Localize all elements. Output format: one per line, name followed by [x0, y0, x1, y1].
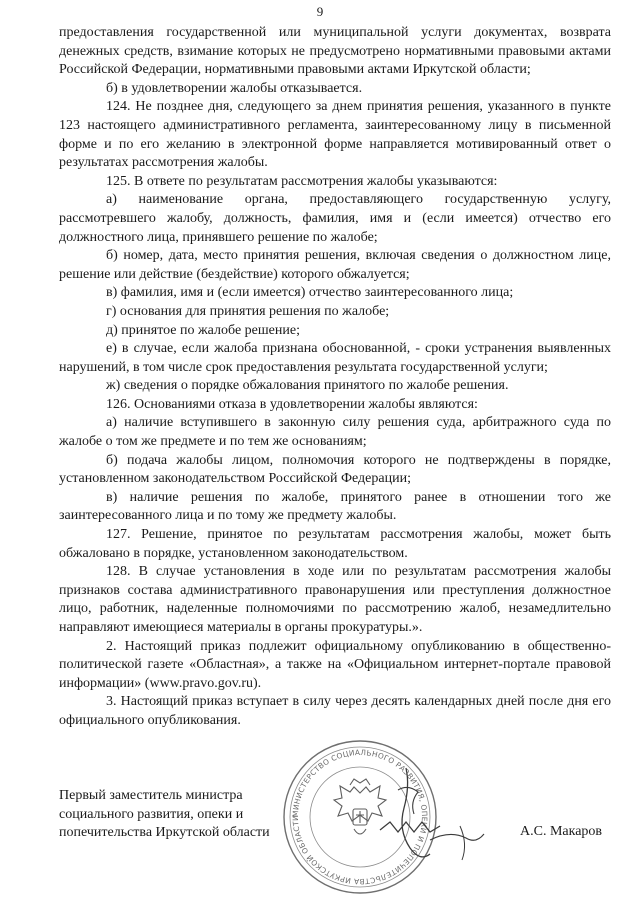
paragraph: б) номер, дата, место принятия решения, включая сведения о должностном лице, решение или действие (бездействие) которого обжалуется;	[59, 248, 611, 282]
paragraph: ж) сведения о порядке обжалования принятого по жалобе решения.	[106, 378, 509, 394]
paragraph: в) фамилия, имя и (если имеется) отчество заинтересованного лица;	[106, 285, 514, 301]
paragraph: б) подача жалобы лицом, полномочия которого не подтверждены в порядке, установленном законодательством Российской Федерации;	[59, 452, 611, 487]
signatory-title-line: попечительства Иркутской области	[59, 825, 270, 841]
paragraph: д) принятое по жалобе решение;	[106, 322, 300, 338]
paragraph: 124. Не позднее дня, следующего за днем принятия решения, указанного в пункте 123 настоящего административного регламента, заинтересованному лицу в письменной форме и по его желанию в электронной форме направляется мотивированный ответ о результатах рассмотрения жалобы.	[59, 99, 611, 171]
page-number: 9	[316, 4, 324, 19]
paragraph: а) наименование органа, предоставляющего государственную услугу, рассмотревшего жалобу, должность, фамилия, имя и (если имеется) отчество его должностного лица, принявшего решение по жалобе;	[59, 192, 611, 245]
signatory-title-line: социального развития, опеки и	[59, 806, 244, 822]
signatory-title-line: Первый заместитель министра	[59, 788, 243, 803]
handwritten-signature	[370, 760, 500, 880]
paragraph: 127. Решение, принятое по результатам рассмотрения жалобы, может быть обжаловано в порядке, установленном законодательством.	[59, 527, 611, 561]
paragraph: 126. Основаниями отказа в удовлетворении жалобы являются:	[106, 396, 478, 412]
paragraph: в) наличие решения по жалобе, принятого ранее в отношении того же заинтересованного лица и по тому же предмету жалобы.	[59, 489, 611, 524]
paragraph: 3. Настоящий приказ вступает в силу через десять календарных дней после дня его официального опубликования.	[59, 694, 611, 728]
signatory-title	[59, 787, 270, 843]
stamp-ring-text: МИНИСТЕРСТВО СОЦИАЛЬНОГО РАЗВИТИЯ, ОПЕКИ И ПОПЕЧИТЕЛЬСТВА ИРКУТСКОЙ ОБЛАСТИ	[290, 747, 430, 887]
paragraph: г) основания для принятия решения по жалобе;	[106, 303, 390, 319]
paragraph: е) в случае, если жалоба признана обоснованной, - сроки устранения выявленных нарушений, в том числе срок предоставления результата государственной услуги;	[59, 341, 611, 375]
paragraph: 125. В ответе по результатам рассмотрения жалобы указываются:	[106, 173, 498, 189]
paragraph: предоставления государственной или муниципальной услуги документах, возврата денежных средств, взимание которых не предусмотрено нормативными правовыми актами Российской Федерации, нормативными правовыми актами Иркутской области;	[59, 25, 611, 78]
signatory-name: А.С. Макаров	[520, 824, 603, 839]
paragraph: 128. В случае установления в ходе или по результатам рассмотрения жалобы признаков состава административного правонарушения или преступления должностное лицо, работник, наделенные полномочиями по рассмотрению жалоб, незамедлительно направляют имеющиеся материалы в органы прокуратуры.».	[59, 564, 611, 635]
document-body	[59, 24, 611, 731]
paragraph: 2. Настоящий приказ подлежит официальному опубликованию в общественно-политической газете «Областная», а также на «Официальном интернет-портале правовой информации» (www.pravo.gov.ru).	[59, 638, 611, 691]
paragraph: а) наличие вступившего в законную силу решения суда, арбитражного суда по жалобе о том же предмете и по тем же основаниям;	[59, 415, 611, 450]
paragraph: б) в удовлетворении жалобы отказывается.	[106, 80, 363, 96]
